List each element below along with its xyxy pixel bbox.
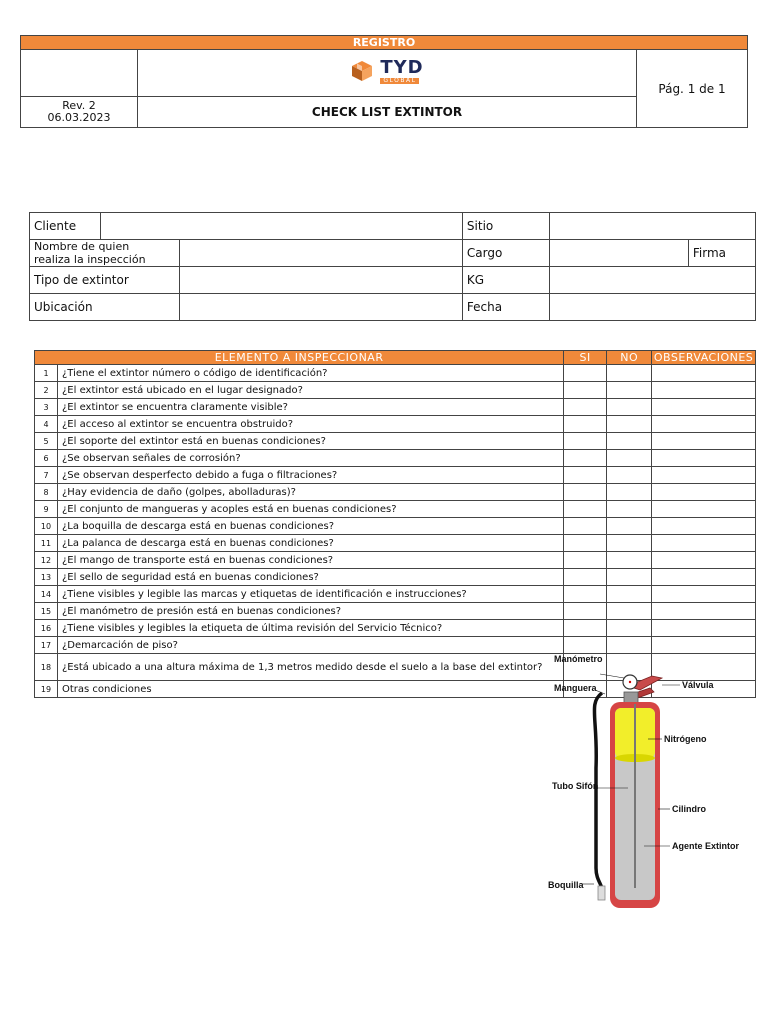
item-number: 14 — [35, 586, 58, 603]
item-number: 2 — [35, 382, 58, 399]
si-checkbox-cell[interactable] — [564, 586, 607, 603]
no-checkbox-cell[interactable] — [607, 535, 652, 552]
no-checkbox-cell[interactable] — [607, 433, 652, 450]
item-number: 7 — [35, 467, 58, 484]
si-checkbox-cell[interactable] — [564, 416, 607, 433]
observaciones-cell[interactable] — [652, 416, 756, 433]
cliente-field[interactable] — [101, 213, 463, 240]
si-checkbox-cell[interactable] — [564, 365, 607, 382]
si-checkbox-cell[interactable] — [564, 433, 607, 450]
item-number: 11 — [35, 535, 58, 552]
checklist-row — [35, 433, 756, 450]
label-agente-extintor: Agente Extintor — [672, 841, 740, 851]
logo-subtext: GLOBAL — [380, 78, 419, 84]
item-number: 17 — [35, 637, 58, 654]
fecha-field[interactable] — [549, 294, 755, 321]
si-checkbox-cell[interactable] — [564, 535, 607, 552]
observaciones-cell[interactable] — [652, 467, 756, 484]
label-manometro: Manómetro — [554, 654, 603, 664]
item-number: 15 — [35, 603, 58, 620]
label-nitrogeno: Nitrógeno — [664, 734, 707, 744]
observaciones-cell[interactable] — [652, 535, 756, 552]
no-checkbox-cell[interactable] — [607, 484, 652, 501]
item-number: 4 — [35, 416, 58, 433]
nombre-label-line2: realiza la inspección — [34, 253, 146, 266]
observaciones-cell[interactable] — [652, 484, 756, 501]
page-number: Pág. 1 de 1 — [637, 50, 748, 128]
sitio-field[interactable] — [549, 213, 755, 240]
checklist-row — [35, 467, 756, 484]
nombre-label-line1: Nombre de quien — [34, 240, 130, 253]
no-checkbox-cell[interactable] — [607, 620, 652, 637]
checklist-row — [35, 365, 756, 382]
no-checkbox-cell[interactable] — [607, 552, 652, 569]
ubicacion-label: Ubicación — [30, 294, 180, 321]
inspection-info-table — [29, 212, 756, 321]
item-question: ¿Está ubicado a una altura máxima de 1,3 metros medido desde el suelo a la base del extintor? — [58, 654, 564, 681]
label-manguera: Manguera — [554, 683, 597, 693]
ubicacion-field[interactable] — [179, 294, 462, 321]
observaciones-cell[interactable] — [652, 365, 756, 382]
item-number: 9 — [35, 501, 58, 518]
inspection-checklist — [34, 350, 756, 698]
cube-logo-icon — [350, 59, 374, 83]
observaciones-cell[interactable] — [652, 399, 756, 416]
si-checkbox-cell[interactable] — [564, 501, 607, 518]
no-checkbox-cell[interactable] — [607, 450, 652, 467]
item-question: ¿El soporte del extintor está en buenas condiciones? — [58, 433, 564, 450]
item-question: ¿El conjunto de mangueras y acoples está en buenas condiciones? — [58, 501, 564, 518]
observaciones-cell[interactable] — [652, 433, 756, 450]
checklist-row — [35, 382, 756, 399]
item-number: 10 — [35, 518, 58, 535]
nombre-label — [30, 240, 180, 267]
no-header: NO — [607, 351, 652, 365]
checklist-row — [35, 535, 756, 552]
item-question: Otras condiciones — [58, 681, 564, 698]
item-question: ¿El manómetro de presión está en buenas condiciones? — [58, 603, 564, 620]
observaciones-cell[interactable] — [652, 569, 756, 586]
no-checkbox-cell[interactable] — [607, 399, 652, 416]
item-number: 3 — [35, 399, 58, 416]
document-title: CHECK LIST EXTINTOR — [138, 97, 637, 128]
checklist-row — [35, 552, 756, 569]
cargo-label: Cargo — [462, 240, 549, 267]
kg-field[interactable] — [549, 267, 755, 294]
item-question: ¿El acceso al extintor se encuentra obstruido? — [58, 416, 564, 433]
tipo-label: Tipo de extintor — [30, 267, 180, 294]
item-number: 13 — [35, 569, 58, 586]
no-checkbox-cell[interactable] — [607, 382, 652, 399]
item-question: ¿Demarcación de piso? — [58, 637, 564, 654]
cargo-field[interactable] — [549, 240, 688, 267]
checklist-row — [35, 603, 756, 620]
item-number: 8 — [35, 484, 58, 501]
item-question: ¿Se observan señales de corrosión? — [58, 450, 564, 467]
checklist-row — [35, 399, 756, 416]
checklist-row — [35, 501, 756, 518]
checklist-row — [35, 484, 756, 501]
item-question: ¿Hay evidencia de daño (golpes, abolladuras)? — [58, 484, 564, 501]
si-checkbox-cell[interactable] — [564, 603, 607, 620]
header-empty-cell — [21, 50, 138, 97]
item-number: 12 — [35, 552, 58, 569]
no-checkbox-cell[interactable] — [607, 603, 652, 620]
item-question: ¿Tiene el extintor número o código de identificación? — [58, 365, 564, 382]
registro-bar: REGISTRO — [21, 36, 748, 50]
observaciones-cell[interactable] — [652, 603, 756, 620]
observaciones-cell[interactable] — [652, 382, 756, 399]
item-question: ¿La palanca de descarga está en buenas condiciones? — [58, 535, 564, 552]
no-checkbox-cell[interactable] — [607, 586, 652, 603]
tipo-field[interactable] — [179, 267, 462, 294]
item-question: ¿El sello de seguridad está en buenas condiciones? — [58, 569, 564, 586]
item-question: ¿Tiene visibles y legibles la etiqueta de última revisión del Servicio Técnico? — [58, 620, 564, 637]
checklist-row — [35, 450, 756, 467]
logo-text: TYD — [380, 56, 424, 78]
observaciones-cell[interactable] — [652, 450, 756, 467]
no-checkbox-cell[interactable] — [607, 501, 652, 518]
hose-shape — [594, 693, 602, 890]
si-checkbox-cell[interactable] — [564, 620, 607, 637]
si-checkbox-cell[interactable] — [564, 467, 607, 484]
item-number: 6 — [35, 450, 58, 467]
si-checkbox-cell[interactable] — [564, 484, 607, 501]
label-valvula: Válvula — [682, 680, 714, 690]
si-checkbox-cell[interactable] — [564, 569, 607, 586]
no-checkbox-cell[interactable] — [607, 569, 652, 586]
item-number: 5 — [35, 433, 58, 450]
revision-date: 06.03.2023 — [47, 111, 111, 124]
extinguisher-diagram — [540, 648, 760, 913]
si-checkbox-cell[interactable] — [564, 382, 607, 399]
fecha-label: Fecha — [462, 294, 549, 321]
logo-cell — [138, 50, 637, 97]
observaciones-cell[interactable] — [652, 586, 756, 603]
checklist-row — [35, 569, 756, 586]
no-checkbox-cell[interactable] — [607, 416, 652, 433]
item-question: ¿La boquilla de descarga está en buenas condiciones? — [58, 518, 564, 535]
item-question: ¿El mango de transporte está en buenas condiciones? — [58, 552, 564, 569]
item-question: ¿El extintor se encuentra claramente visible? — [58, 399, 564, 416]
observaciones-cell[interactable] — [652, 518, 756, 535]
checklist-row — [35, 518, 756, 535]
si-checkbox-cell[interactable] — [564, 552, 607, 569]
gauge-needle-shape — [629, 681, 631, 683]
nombre-field[interactable] — [179, 240, 462, 267]
si-checkbox-cell[interactable] — [564, 450, 607, 467]
si-header: SI — [564, 351, 607, 365]
observaciones-cell[interactable] — [652, 620, 756, 637]
cliente-label: Cliente — [30, 213, 101, 240]
item-question: ¿El extintor está ubicado en el lugar designado? — [58, 382, 564, 399]
item-number: 16 — [35, 620, 58, 637]
kg-label: KG — [462, 267, 549, 294]
item-number: 19 — [35, 681, 58, 698]
checklist-row — [35, 620, 756, 637]
label-tubo-sifon: Tubo Sifón — [552, 781, 599, 791]
observaciones-cell[interactable] — [652, 501, 756, 518]
item-number: 18 — [35, 654, 58, 681]
label-cilindro: Cilindro — [672, 804, 706, 814]
revision-number: Rev. 2 — [62, 99, 96, 112]
si-checkbox-cell[interactable] — [564, 518, 607, 535]
observaciones-cell[interactable] — [652, 552, 756, 569]
observaciones-header: OBSERVACIONES — [652, 351, 756, 365]
sitio-label: Sitio — [462, 213, 549, 240]
item-question: ¿Tiene visibles y legible las marcas y etiquetas de identificación e instrucciones? — [58, 586, 564, 603]
nozzle-shape — [598, 886, 605, 900]
revision-info — [21, 97, 138, 128]
no-checkbox-cell[interactable] — [607, 365, 652, 382]
si-checkbox-cell[interactable] — [564, 399, 607, 416]
company-logo — [350, 56, 424, 84]
no-checkbox-cell[interactable] — [607, 467, 652, 484]
item-question: ¿Se observan desperfecto debido a fuga o filtraciones? — [58, 467, 564, 484]
checklist-row — [35, 586, 756, 603]
elemento-header: ELEMENTO A INSPECCIONAR — [35, 351, 564, 365]
checklist-row — [35, 416, 756, 433]
no-checkbox-cell[interactable] — [607, 518, 652, 535]
item-number: 1 — [35, 365, 58, 382]
firma-label: Firma — [688, 240, 755, 267]
label-boquilla: Boquilla — [548, 880, 584, 890]
document-header — [20, 35, 748, 128]
